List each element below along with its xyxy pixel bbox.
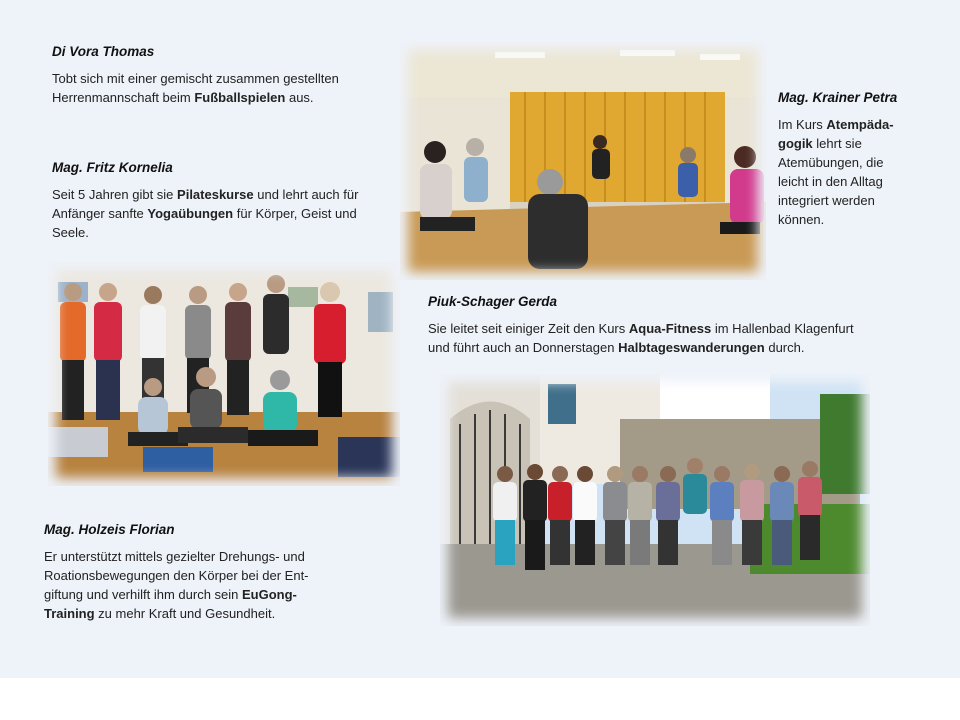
description-text: Sie leitet seit einiger Zeit den Kurs bbox=[428, 321, 629, 336]
person-block-vora bbox=[52, 44, 392, 107]
highlight-text: Fußballspielen bbox=[194, 90, 286, 105]
highlight-text: Halbtageswanderungen bbox=[618, 340, 765, 355]
highlight-text: Yogaübungen bbox=[147, 206, 234, 221]
highlight-text: Pilateskurse bbox=[177, 187, 254, 202]
description-text: lehrt sie Atemübungen, die leicht in den Alltag integriert werden können. bbox=[778, 136, 884, 227]
photo-hiking-group bbox=[440, 374, 870, 626]
person-name: Piuk-Schager Gerda bbox=[428, 294, 558, 309]
description-text: zu mehr Kraft und Gesundheit. bbox=[94, 606, 276, 621]
description-text: Tobt sich mit einer gemischt zusammen gestellten Herrenmannschaft beim bbox=[52, 71, 339, 105]
photo-yoga-group bbox=[48, 262, 400, 486]
person-block-holzeis bbox=[44, 522, 344, 623]
description-text: für Körper, Geist und Seele. bbox=[52, 206, 357, 240]
person-description bbox=[778, 115, 908, 229]
person-name: Di Vora Thomas bbox=[52, 44, 155, 59]
description-text: Im Kurs bbox=[778, 117, 827, 132]
highlight-text: Aqua-Fitness bbox=[628, 321, 712, 336]
description-text: Er unterstützt mittels gezielter Drehungs- und Roationsbewegungen den Körper bei der Ent-giftung und verhilft ihm durch sein bbox=[44, 549, 309, 602]
person-description bbox=[52, 185, 392, 242]
description-text: und lehrt auch für Anfänger sanfte bbox=[52, 187, 359, 221]
photo-breathing-class bbox=[400, 42, 766, 280]
person-description bbox=[428, 319, 868, 357]
person-description bbox=[44, 547, 344, 623]
description-text: Seit 5 Jahren gibt sie bbox=[52, 187, 178, 202]
highlight-text: Atempäda-gogik bbox=[778, 117, 894, 151]
person-name: Mag. Holzeis Florian bbox=[44, 522, 175, 537]
description-text: im Hallenbad Klagenfurt und führt auch an Donnerstagen bbox=[428, 321, 854, 355]
person-name: Mag. Krainer Petra bbox=[778, 90, 898, 105]
highlight-text: EuGong-Training bbox=[44, 587, 297, 621]
person-block-fritz bbox=[52, 160, 392, 242]
person-description bbox=[52, 69, 392, 107]
person-block-krainer bbox=[778, 90, 908, 229]
description-text: aus. bbox=[285, 90, 314, 105]
description-text: durch. bbox=[764, 340, 805, 355]
person-block-piuk bbox=[428, 294, 868, 357]
person-name: Mag. Fritz Kornelia bbox=[52, 160, 173, 175]
